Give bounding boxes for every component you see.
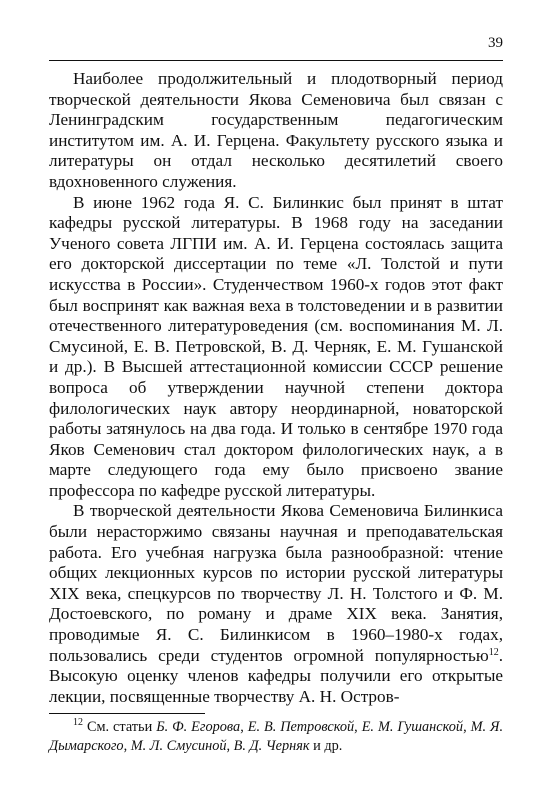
footnote-rule bbox=[49, 713, 205, 714]
page-number: 39 bbox=[488, 35, 503, 51]
paragraph-1: Наиболее продолжительный и плодотворный период творческой деятельности Якова Семеновича был связан с Ленинградским государственным педагогическим институтом им. А. И. Герцена. Факультету русского языка и литературы он отдал несколько десятилетий своего вдохновенного служения. bbox=[49, 69, 503, 191]
footnote-author-2: Е. В. Петровской bbox=[247, 719, 355, 735]
footnote-author-4: М. Я. Дымарского bbox=[49, 719, 504, 754]
footnote-suffix: и др. bbox=[309, 737, 343, 754]
paragraph-3-continuation: . Высокую оценку членов кафедры получили его открытые лекции, посвященные творчеству А. Н. Остров- bbox=[49, 645, 503, 706]
main-text bbox=[49, 69, 503, 707]
footnote-author-5: М. Л. Смусиной bbox=[130, 737, 227, 754]
paragraph-2: В июне 1962 года Я. С. Билинкис был принят в штат кафедры русской литературы. В 1968 году на заседании Ученого совета ЛГПИ им. А. И. Герцена состоялась защита его докторской диссертации по теме «Л. Толстой и пути искусства в России». Студенчеством 1960-х годов этот факт был воспринят как важная веха в толстоведении и в развитии отечественного литературоведения (см. воспоминания М. Л. Смусиной, Е. В. Петровской, В. Д. Черняк, Е. М. Гушанской и др.). В Высшей аттестационной комиссии СССР решение вопроса об утверждении научной степени доктора филологических наук автору неординарной, новаторской работы затянулось на два года. И только в сентябре 1970 года Яков Семенович стал доктором филологических наук, а в марте следующего года ему было присвоено звание профессора по кафедре русской литературы. bbox=[49, 192, 503, 500]
footnote bbox=[49, 718, 503, 755]
footnote-separator: , bbox=[240, 719, 248, 735]
footnote-separator: , bbox=[226, 737, 234, 754]
footnote-marker: 12 bbox=[73, 717, 83, 728]
footnote-prefix: См. статьи bbox=[83, 719, 157, 735]
footnote-author-6: В. Д. Черняк bbox=[233, 737, 310, 754]
footnote-reference[interactable]: 12 bbox=[488, 646, 499, 658]
footnote-separator: , bbox=[354, 719, 362, 735]
footnote-separator: , bbox=[123, 737, 131, 754]
header-rule bbox=[49, 60, 503, 61]
paragraph-3 bbox=[49, 501, 503, 707]
footnote-author-1: Б. Ф. Егорова bbox=[156, 719, 241, 735]
footnote-author-3: Е. М. Гушанской bbox=[361, 719, 464, 735]
footnote-separator: , bbox=[463, 719, 471, 735]
paragraph-3-text: В творческой деятельности Якова Семеновича Билинкиса были нерасторжимо связаны научная и преподавательская работа. Его учебная нагрузка была разнообразной: чтение общих лекционных курсов по истории русской литературы XIX века, спецкурсов по творчеству Л. Н. Толстого и Ф. М. Достоевского, по роману и драме XIX века. Занятия, проводимые Я. С. Билинкисом в 1960–1980-х годах, пользовались среди студентов огромной популярностью bbox=[49, 501, 503, 665]
